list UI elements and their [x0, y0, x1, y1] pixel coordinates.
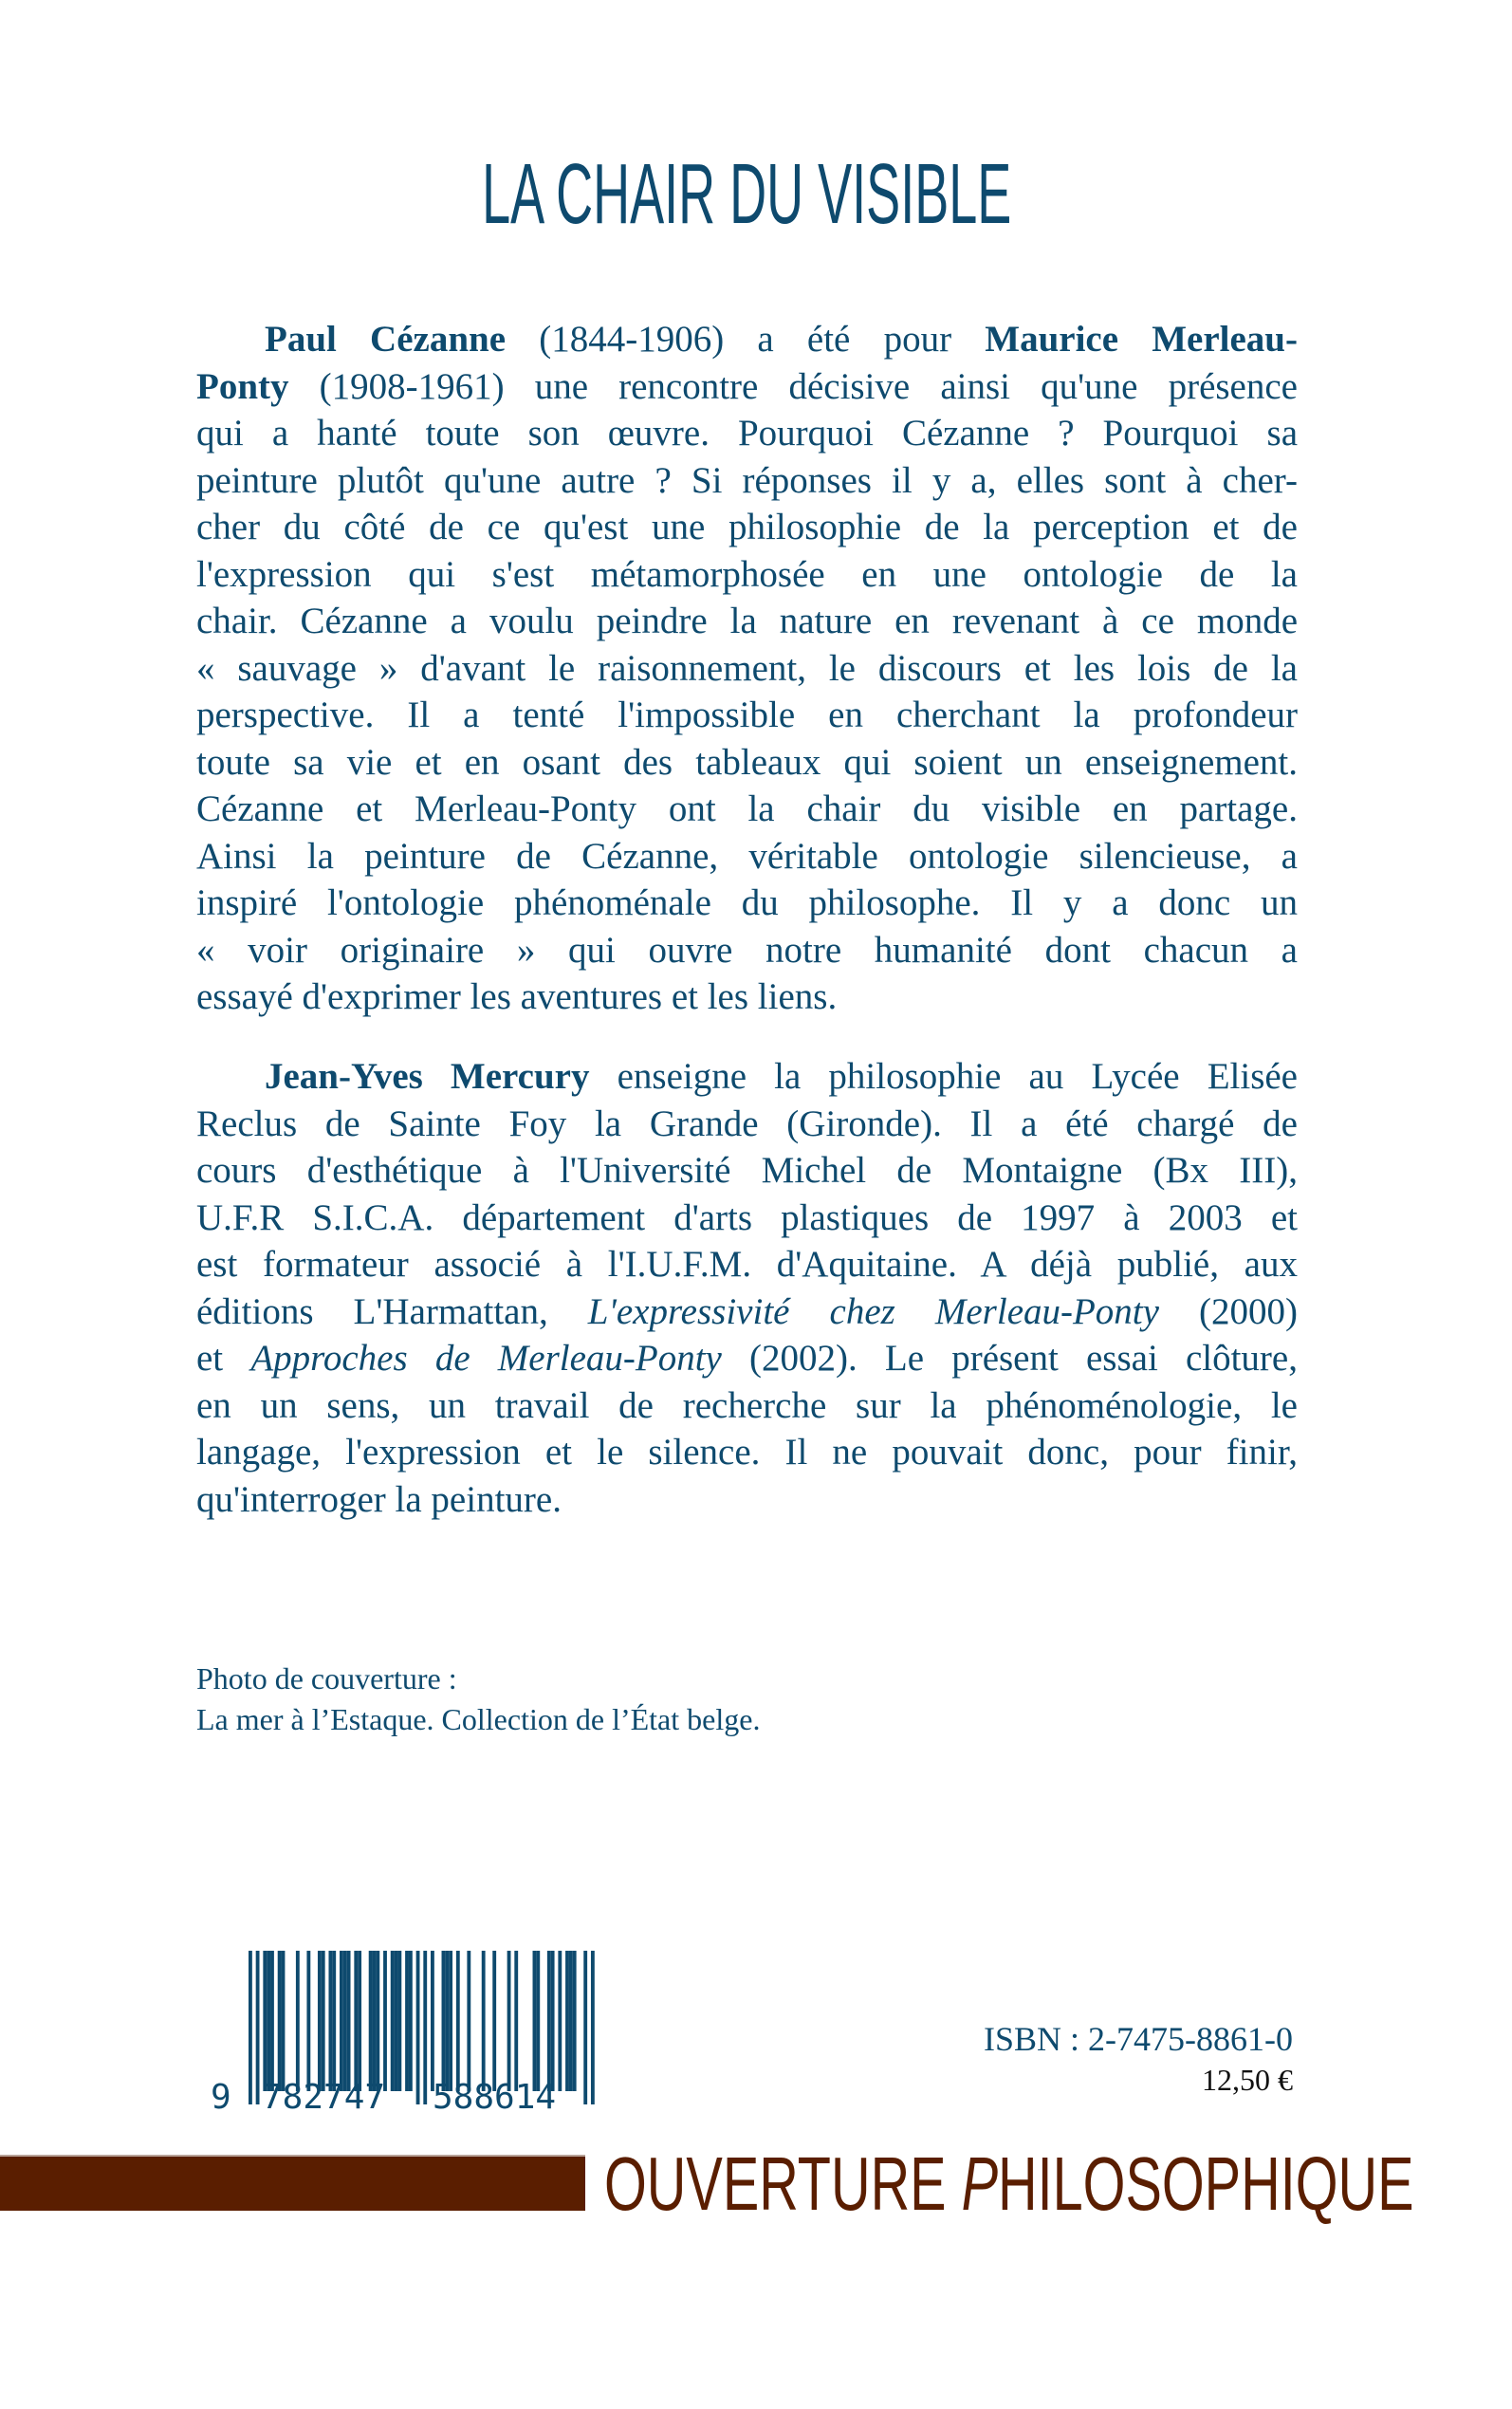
- cover-photo-caption: [196, 1659, 760, 1740]
- text-line: [196, 1288, 1298, 1336]
- barcode-bar: [536, 1951, 540, 2091]
- barcode-bar: [267, 1951, 270, 2091]
- barcode-bar: [263, 1951, 267, 2091]
- barcode-bar: [423, 1951, 427, 2104]
- caption-label: Photo de couverture :: [196, 1661, 457, 1696]
- bold-name: Maurice Merleau-: [985, 319, 1298, 360]
- text-run: qui a hanté toute son œuvre. Pourquoi Cézanne ? Pourquoi sa: [196, 413, 1298, 454]
- barcode-bar: [573, 1951, 577, 2091]
- barcode-bar: [278, 1951, 282, 2091]
- barcode-bar: [270, 1951, 274, 2091]
- text-line: [196, 1476, 1298, 1524]
- summary-paragraph: [196, 316, 1298, 1021]
- barcode-digits: 588614: [433, 2078, 557, 2116]
- text-run: « voir originaire » qui ouvre notre humanité dont chacun a: [196, 929, 1298, 971]
- barcode-bar: [358, 1951, 361, 2091]
- bold-name: Jean-Yves Mercury: [265, 1056, 590, 1097]
- text-run: (2002). Le présent essai clôture,: [721, 1338, 1298, 1379]
- text-line: [196, 551, 1298, 599]
- text-run: inspiré l'ontologie phénoménale du philosophe. Il y a donc un: [196, 882, 1298, 923]
- text-run: toute sa vie et en osant des tableaux qui soient un enseignement.: [196, 741, 1298, 783]
- author-bio-paragraph: [196, 1053, 1298, 1523]
- barcode-bar: [296, 1951, 300, 2091]
- caption-description: La mer à l’Estaque. Collection de l’État belge.: [196, 1702, 761, 1736]
- text-line: [196, 1335, 1298, 1382]
- text-run: est formateur associé à l'I.U.F.M. d'Aquitaine. A déjà publié, aux: [196, 1244, 1298, 1285]
- barcode-bar: [282, 1951, 286, 2091]
- text-run: qu'interroger la peinture.: [196, 1478, 562, 1520]
- text-run: cours d'esthétique à l'Université Michel de Montaigne (Bx III),: [196, 1150, 1298, 1191]
- bold-name: Paul Cézanne: [265, 319, 507, 360]
- barcode-bar: [442, 1951, 446, 2091]
- text-line: [196, 1147, 1298, 1195]
- barcode-bar: [249, 1951, 252, 2104]
- text-run: « sauvage » d'avant le raisonnement, le discours et les lois de la: [196, 647, 1298, 689]
- barcode-bar: [431, 1951, 434, 2091]
- barcode-bar: [456, 1951, 460, 2091]
- barcode-bar: [306, 1951, 310, 2091]
- barcode-bar: [376, 1951, 379, 2091]
- book-title: [0, 147, 1512, 242]
- text-run: peinture plutôt qu'une autre ? Si réponses il y a, elles sont à cher-: [196, 459, 1298, 501]
- text-line: [196, 1382, 1298, 1430]
- text-run: Reclus de Sainte Foy la Grande (Gironde). Il a été chargé de: [196, 1103, 1298, 1144]
- barcode-bar: [318, 1951, 322, 2091]
- text-line: [196, 1053, 1298, 1101]
- text-run: l'expression qui s'est métamorphosée en une ontologie de la: [196, 553, 1298, 595]
- text-run: (1844-1906) a été pour: [506, 319, 986, 360]
- barcode-bar: [369, 1951, 373, 2091]
- barcode-bar: [533, 1951, 537, 2091]
- collection-name-italic-letter: P: [961, 2141, 999, 2226]
- barcode-bar: [558, 1951, 562, 2091]
- text-line: [196, 833, 1298, 880]
- barcode-bar: [373, 1951, 377, 2091]
- text-run: en un sens, un travail de recherche sur la phénoménologie, le: [196, 1384, 1298, 1426]
- barcode-bar: [449, 1951, 452, 2091]
- barcode-bar: [551, 1951, 555, 2091]
- barcode-bar: [340, 1951, 343, 2091]
- barcode-bar: [409, 1951, 413, 2091]
- text-line: [196, 973, 1298, 1021]
- text-run: enseigne la philosophie au Lycée Elisée: [589, 1056, 1298, 1097]
- text-run: et: [196, 1338, 251, 1379]
- text-run: U.F.R S.I.C.A. département d'arts plastiques de 1997 à 2003 et: [196, 1196, 1298, 1238]
- barcode-bar: [467, 1951, 470, 2091]
- isbn: ISBN : 2-7475-8861-0: [984, 2020, 1293, 2058]
- barcode-bar: [482, 1951, 486, 2091]
- text-line: [196, 645, 1298, 693]
- text-line: [196, 598, 1298, 645]
- text-run: Ainsi la peinture de Cézanne, véritable ontologie silencieuse, a: [196, 835, 1298, 877]
- text-line: [196, 739, 1298, 787]
- collection-name-part: HILOSOPHIQUE: [998, 2141, 1414, 2226]
- barcode-bar: [547, 1951, 551, 2091]
- text-run: chair. Cézanne a voulu peindre la nature en revenant à ce monde: [196, 601, 1298, 641]
- text-line: [196, 1241, 1298, 1288]
- barcode-bar: [395, 1951, 398, 2091]
- book-title-italic: L'expressivité chez Merleau-Ponty: [587, 1290, 1159, 1332]
- text-run: Cézanne et Merleau-Ponty ont la chair du visible en partage.: [196, 788, 1298, 829]
- barcode-bar: [569, 1951, 573, 2091]
- barcode-bar: [256, 1951, 260, 2104]
- barcode-bar: [492, 1951, 496, 2091]
- text-line: [196, 927, 1298, 974]
- barcode-bar: [591, 1951, 595, 2104]
- collection-color-bar: [0, 2155, 585, 2211]
- text-run: perspective. Il a tenté l'impossible en cherchant la profondeur: [196, 695, 1298, 735]
- barcode-bar: [507, 1951, 511, 2091]
- barcode-bar: [397, 1951, 401, 2091]
- text-line: [196, 363, 1298, 411]
- barcode-bar: [347, 1951, 351, 2091]
- barcode-bar: [354, 1951, 358, 2091]
- text-line: [196, 1429, 1298, 1476]
- text-line: [196, 1101, 1298, 1148]
- barcode-digits: 782747: [262, 2078, 386, 2116]
- barcode-bar: [583, 1951, 587, 2104]
- text-line: [196, 786, 1298, 833]
- price: 12,50 €: [1202, 2063, 1293, 2097]
- book-title-italic: Approches de Merleau-Ponty: [250, 1338, 722, 1379]
- barcode-digits: 9: [211, 2078, 231, 2116]
- barcode: [190, 1945, 607, 2116]
- barcode-bar: [328, 1951, 332, 2091]
- barcode-bar: [322, 1951, 325, 2091]
- barcode-bar: [391, 1951, 395, 2091]
- text-run: essayé d'exprimer les aventures et les liens.: [196, 976, 838, 1017]
- bold-name: Ponty: [196, 365, 289, 407]
- book-title-text: LA CHAIR DU VISIBLE: [481, 147, 1012, 242]
- text-run: langage, l'expression et le silence. Il ne pouvait donc, pour finir,: [196, 1432, 1298, 1473]
- text-line: [196, 1195, 1298, 1242]
- text-run: (1908-1961) une rencontre décisive ainsi qu'une présence: [288, 365, 1298, 407]
- text-line: [196, 410, 1298, 457]
- text-line: [196, 457, 1298, 505]
- barcode-bar: [565, 1951, 569, 2091]
- barcode-bar: [383, 1951, 387, 2091]
- collection-name: [604, 2141, 1512, 2226]
- text-run: (2000): [1158, 1290, 1298, 1332]
- barcode-bar: [332, 1951, 336, 2091]
- collection-name-part: OUVERTURE: [604, 2141, 962, 2226]
- barcode-bar: [405, 1951, 409, 2091]
- text-line: [196, 692, 1298, 739]
- barcode-bar: [514, 1951, 518, 2091]
- text-run: cher du côté de ce qu'est une philosophie de la perception et de: [196, 507, 1298, 547]
- text-line: [196, 504, 1298, 551]
- text-run: éditions L'Harmattan,: [196, 1290, 588, 1332]
- text-line: [196, 316, 1298, 363]
- barcode-bar: [343, 1951, 347, 2091]
- barcode-bar: [416, 1951, 420, 2104]
- text-line: [196, 880, 1298, 927]
- barcode-bar: [445, 1951, 449, 2091]
